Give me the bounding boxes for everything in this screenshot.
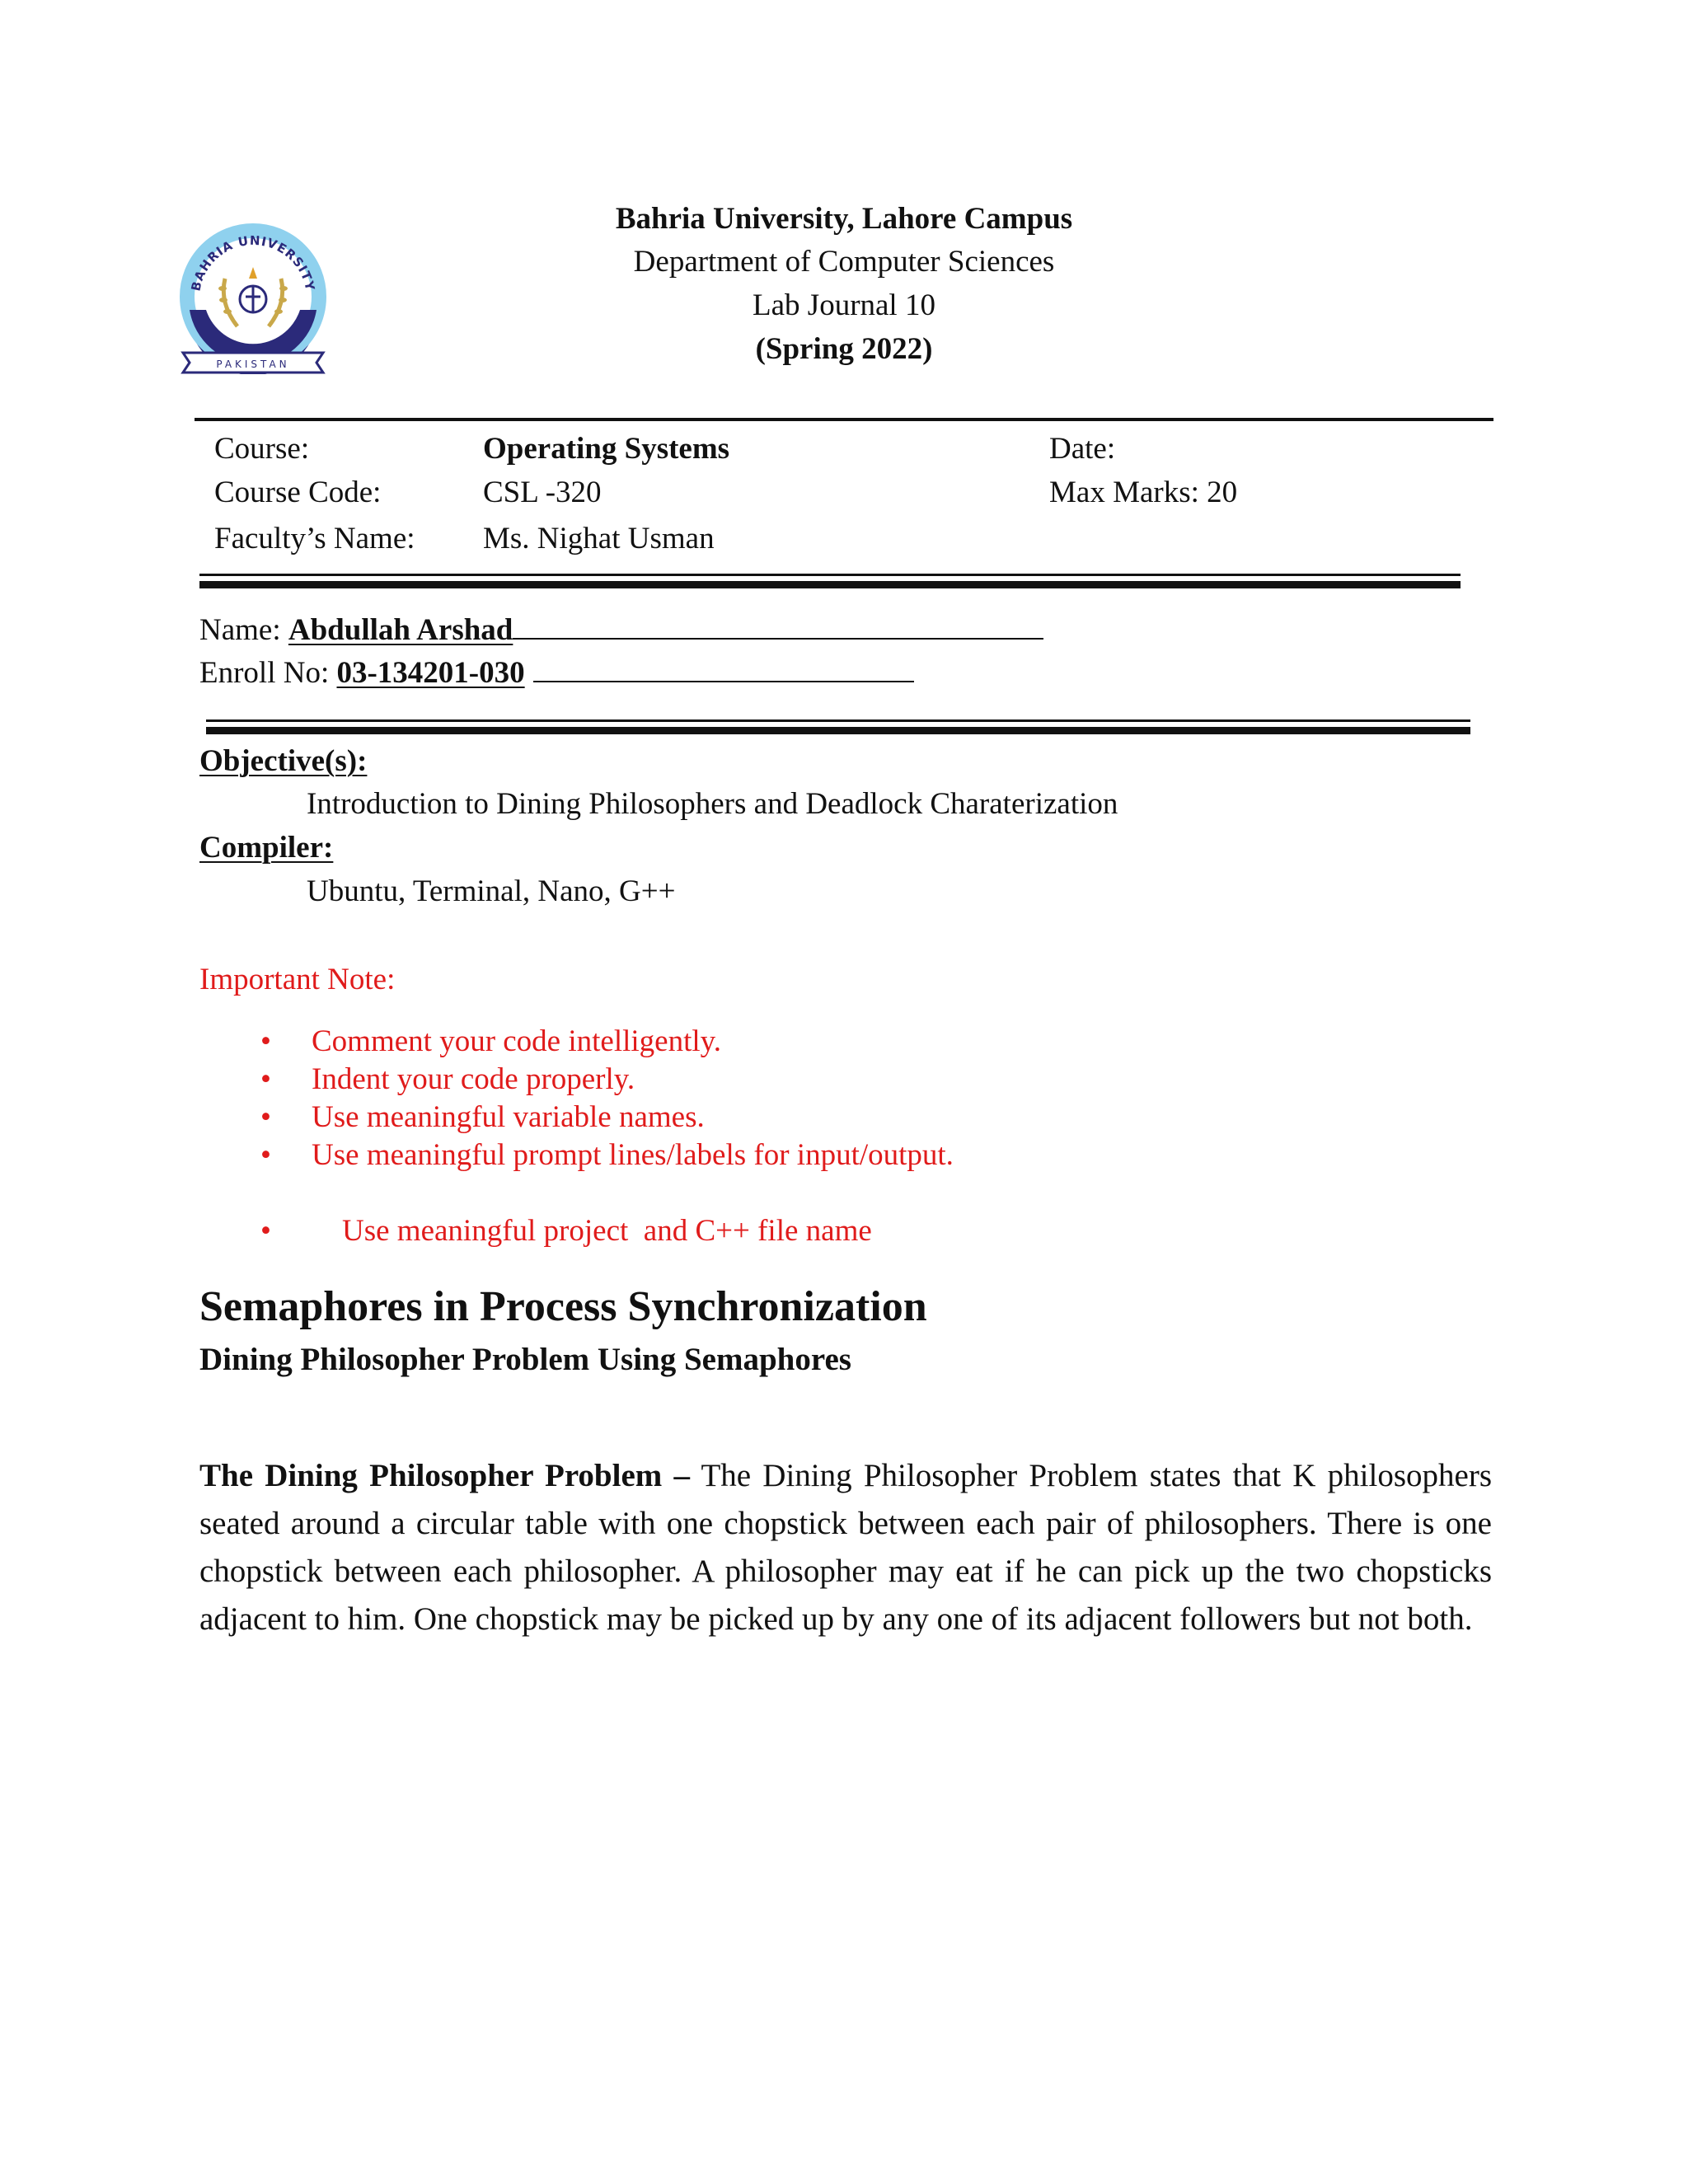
section-subtitle: Dining Philosopher Problem Using Semaphores xyxy=(199,1342,851,1377)
university-name: Bahria University, Lahore Campus xyxy=(615,202,1073,236)
bullet-icon: • xyxy=(260,1100,271,1134)
lab-journal-title: Lab Journal 10 xyxy=(753,288,935,322)
student-name-label: Name: xyxy=(199,613,288,647)
course-code-label: Course Code: xyxy=(214,476,382,509)
section-title: Semaphores in Process Synchronization xyxy=(199,1283,927,1330)
double-rule-thin xyxy=(199,574,1461,576)
enroll-value: 03-134201-030 xyxy=(336,656,525,690)
max-marks-label: Max Marks: 20 xyxy=(1049,476,1238,509)
note-item-text: Use meaningful project and C++ file name xyxy=(342,1214,872,1248)
note-item xyxy=(260,1023,1250,1061)
objective-heading: Objective(s): xyxy=(199,744,368,778)
note-item-text: Indent your code properly. xyxy=(312,1062,635,1096)
svg-text:BAHRIA UNIVERSITY: BAHRIA UNIVERSITY xyxy=(188,232,318,293)
course-label: Course: xyxy=(214,432,310,466)
note-item-text: Comment your code intelligently. xyxy=(312,1024,722,1058)
note-item xyxy=(260,1061,1250,1099)
note-item xyxy=(260,1137,1250,1174)
department-name: Department of Computer Sciences xyxy=(633,245,1055,279)
student-name-value: Abdullah Arshad xyxy=(288,613,513,647)
compiler-heading: Compiler: xyxy=(199,831,334,865)
bullet-icon: • xyxy=(260,1138,271,1172)
header-rule xyxy=(195,418,1493,421)
double-rule-thin-2 xyxy=(206,719,1470,722)
note-item-text: Use meaningful prompt lines/labels for input/output. xyxy=(312,1138,954,1172)
enroll-fill-line xyxy=(533,651,914,682)
name-fill-line xyxy=(513,608,1043,640)
bullet-icon: • xyxy=(260,1214,271,1248)
date-label: Date: xyxy=(1049,432,1116,466)
faculty-label: Faculty’s Name: xyxy=(214,522,415,555)
double-rule-thick-2 xyxy=(206,727,1470,734)
bullet-icon: • xyxy=(260,1024,271,1058)
note-item xyxy=(260,1174,1250,1288)
compiler-text: Ubuntu, Terminal, Nano, G++ xyxy=(307,874,676,908)
objective-text: Introduction to Dining Philosophers and Deadlock Charaterization xyxy=(307,787,1118,821)
bullet-icon: • xyxy=(260,1062,271,1096)
faculty-value: Ms. Nighat Usman xyxy=(483,522,715,555)
paragraph-lead: The Dining Philosopher Problem – xyxy=(199,1458,690,1493)
logo-ribbon-text: PAKISTAN xyxy=(216,359,290,370)
enroll-label: Enroll No: xyxy=(199,656,337,690)
note-list xyxy=(260,1023,1250,1288)
note-item xyxy=(260,1099,1250,1137)
course-code-value: CSL -320 xyxy=(483,476,602,509)
student-name-row xyxy=(199,608,1043,652)
dining-philosopher-paragraph xyxy=(199,1452,1492,1643)
important-note-heading: Important Note: xyxy=(199,963,396,996)
paragraph-body: The Dining Philosopher Problem states that K philosophers seated around a circular table with one chopstick between each pair of philosophers. There is one chopstick between each philosopher. A philosopher may eat if he can pick up the two chopsticks adjacent to him. One chopstick may be picked up by any one of its adjacent followers but not both. xyxy=(199,1458,1492,1637)
enroll-row xyxy=(199,651,914,695)
double-rule-thick xyxy=(199,581,1461,588)
note-item-text: Use meaningful variable names. xyxy=(312,1100,705,1134)
term-label: (Spring 2022) xyxy=(755,332,933,366)
course-value: Operating Systems xyxy=(483,432,730,466)
